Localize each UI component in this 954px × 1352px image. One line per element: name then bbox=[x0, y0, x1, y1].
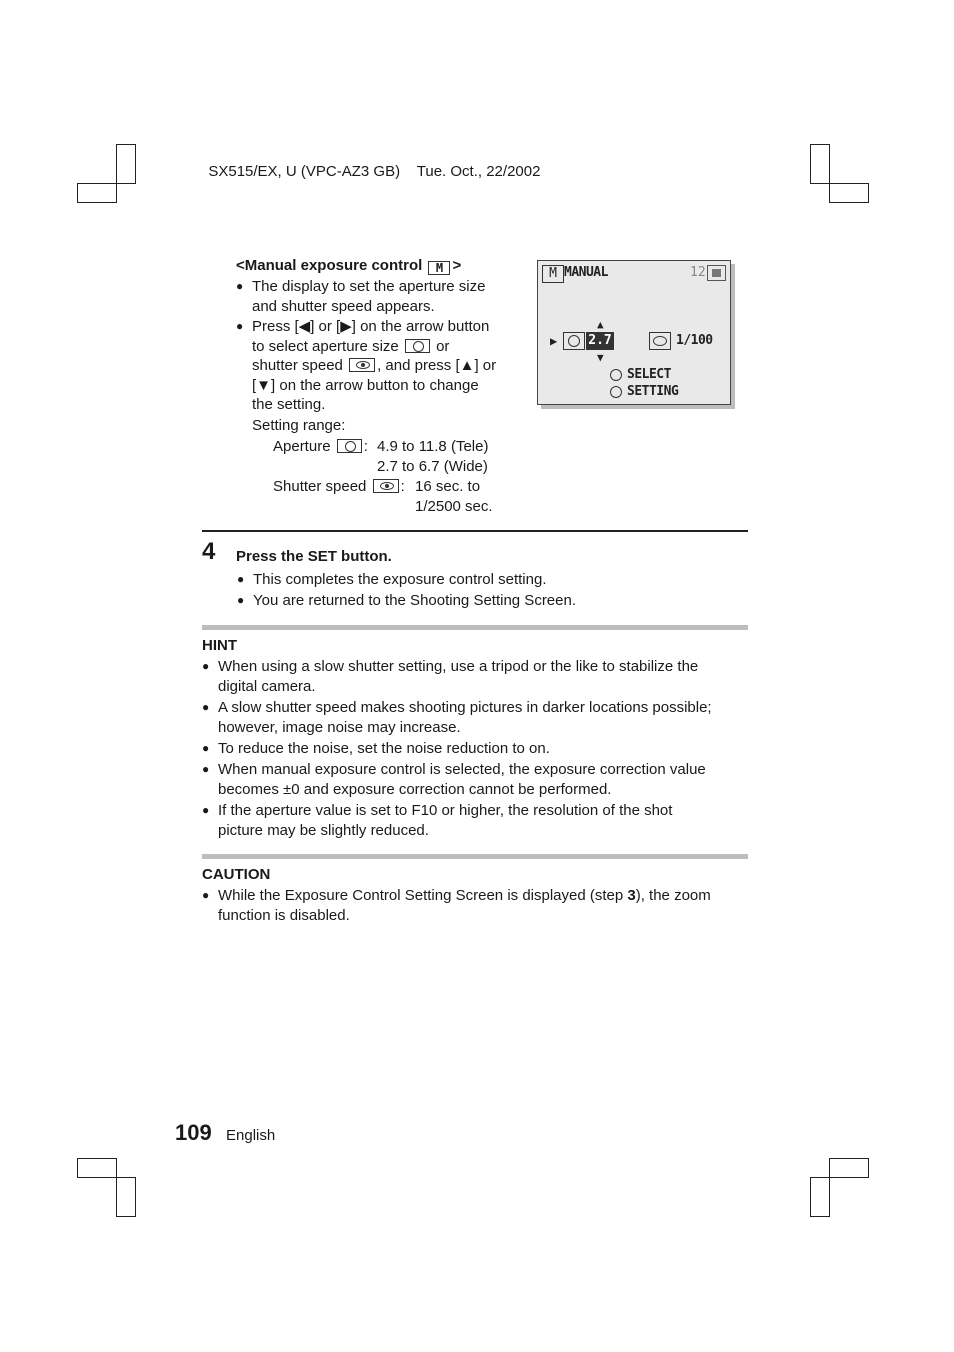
caution-item-1-line-2: function is disabled. bbox=[218, 906, 350, 924]
step-title: Press the SET button. bbox=[236, 548, 392, 565]
manual-bullet-2-line-1: ● Press [◀] or [▶] on the arrow button bbox=[252, 318, 490, 335]
crop-mark-bottom-right-horizontal bbox=[829, 1158, 869, 1178]
shutter-range-max: 1/2500 sec. bbox=[415, 497, 493, 515]
crop-mark-top-left-vertical bbox=[116, 144, 136, 184]
lcd-select-label: SELECT bbox=[627, 367, 671, 382]
shutter-range-label bbox=[273, 477, 405, 497]
aperture-range-label bbox=[273, 437, 368, 457]
manual-bullet-2-line-5: the setting. bbox=[252, 396, 326, 413]
caution-text-b: ), the zoom bbox=[635, 887, 711, 904]
hint-bar bbox=[202, 625, 748, 630]
manual-bullet-2-line-3 bbox=[252, 356, 496, 376]
page-language: English bbox=[226, 1127, 276, 1144]
hint-heading: HINT bbox=[202, 637, 237, 654]
shutter-speed-text: shutter speed bbox=[252, 357, 343, 374]
step-bullet-2: ● You are returned to the Shooting Setting Screen. bbox=[253, 591, 576, 611]
lcd-up-arrow-icon: ▲ bbox=[597, 318, 604, 331]
press-up-text: , and press [▲] or bbox=[377, 357, 497, 374]
memory-card-icon bbox=[707, 265, 726, 281]
hint-item-2 bbox=[218, 698, 712, 737]
hint-item-5-line-1: ● If the aperture value is set to F10 or higher, the resolution of the shot bbox=[218, 802, 673, 819]
shutter-range-min: 16 sec. to bbox=[415, 478, 481, 495]
aperture-range-icon bbox=[337, 439, 362, 453]
manual-bullet-1-line-1: ● The display to set the aperture size bbox=[252, 278, 486, 295]
step-number: 4 bbox=[202, 538, 216, 565]
setting-arrows-icon bbox=[610, 386, 622, 398]
lcd-aperture-icon bbox=[563, 332, 585, 350]
shutter-label: Shutter speed bbox=[273, 478, 367, 495]
crop-mark-bottom-left-vertical bbox=[116, 1177, 136, 1217]
manual-bullet-1-line-2: and shutter speed appears. bbox=[252, 297, 435, 315]
lcd-aperture-value: 2.7 bbox=[586, 332, 614, 350]
caution-bar bbox=[202, 854, 748, 859]
lcd-left-pointer-icon: ▶ bbox=[550, 334, 558, 348]
hint-item-4-line-1: ● When manual exposure control is selected, the exposure correction value bbox=[218, 761, 706, 778]
lcd-shutter-value: 1/100 bbox=[676, 333, 713, 348]
or-text: or bbox=[436, 337, 450, 355]
hint-item-3 bbox=[218, 739, 550, 759]
lcd-manual-mode-icon: M bbox=[542, 265, 564, 283]
shutter-speed-icon bbox=[349, 358, 375, 372]
hint-item-5-line-2: picture may be slightly reduced. bbox=[218, 821, 429, 839]
caution-step-ref: 3 bbox=[627, 887, 636, 904]
manual-bullet-2-line-2 bbox=[252, 337, 496, 357]
lcd-mode-label: MANUAL bbox=[564, 265, 608, 280]
hint-item-2-line-1: ● A slow shutter speed makes shooting pictures in darker locations possible; bbox=[218, 699, 712, 716]
step-divider bbox=[202, 530, 748, 532]
camera-lcd-screen bbox=[537, 260, 731, 405]
manual-bullet-2-line-4: [▼] on the arrow button to change bbox=[252, 376, 479, 394]
header-model: SX515/EX, U (VPC-AZ3 GB) bbox=[208, 163, 401, 180]
print-header bbox=[200, 146, 540, 180]
caution-heading: CAUTION bbox=[202, 866, 271, 883]
aperture-colon: : bbox=[363, 438, 368, 455]
hint-item-1-line-1: ● When using a slow shutter setting, use a tripod or the like to stabilize the bbox=[218, 658, 699, 675]
setting-range-label: Setting range: bbox=[252, 416, 346, 434]
title-close: > bbox=[452, 257, 462, 274]
hint-item-3-line-1: ● To reduce the noise, set the noise reduction to on. bbox=[218, 740, 550, 757]
manual-section-title bbox=[236, 256, 461, 276]
aperture-tele-range: 4.9 to 11.8 (Tele) bbox=[377, 438, 489, 455]
select-aperture-text: to select aperture size bbox=[252, 337, 399, 355]
shutter-colon: : bbox=[400, 478, 405, 495]
lcd-shots-remaining: 12 bbox=[690, 265, 706, 280]
shutter-range-icon bbox=[373, 479, 399, 493]
lcd-shutter-icon bbox=[649, 332, 671, 350]
hint-item-2-line-2: however, image noise may increase. bbox=[218, 718, 461, 736]
hint-item-4 bbox=[218, 760, 706, 799]
crop-mark-top-right-horizontal bbox=[829, 183, 869, 203]
hint-item-1 bbox=[218, 657, 698, 696]
aperture-wide-range: 2.7 to 6.7 (Wide) bbox=[377, 457, 488, 475]
manual-bullet-2 bbox=[252, 317, 496, 435]
lcd-setting-label: SETTING bbox=[627, 384, 679, 399]
title-open: <Manual exposure control bbox=[236, 257, 423, 274]
crop-mark-bottom-left-horizontal bbox=[77, 1158, 117, 1178]
crop-mark-top-right-vertical bbox=[810, 144, 830, 184]
step-bullet-1: ● This completes the exposure control setting. bbox=[253, 570, 546, 590]
crop-mark-top-left-horizontal bbox=[77, 183, 117, 203]
hint-item-1-line-2: digital camera. bbox=[218, 677, 316, 695]
caution-item-1-line-1 bbox=[218, 886, 711, 906]
page-number: 109 bbox=[175, 1120, 212, 1145]
lcd-down-arrow-icon: ▼ bbox=[597, 351, 604, 364]
caution-item-1 bbox=[218, 886, 711, 925]
crop-mark-bottom-right-vertical bbox=[810, 1177, 830, 1217]
aperture-label: Aperture bbox=[273, 438, 331, 455]
hint-item-5 bbox=[218, 801, 672, 840]
header-date: Tue. Oct., 22/2002 bbox=[416, 163, 541, 180]
manual-bullet-1 bbox=[252, 277, 485, 316]
aperture-icon bbox=[405, 339, 430, 353]
caution-text-a: While the Exposure Control Setting Screen is displayed (step bbox=[218, 887, 628, 904]
hint-item-4-line-2: becomes ±0 and exposure correction cannot be performed. bbox=[218, 780, 612, 798]
manual-mode-icon: M bbox=[428, 261, 450, 275]
shutter-range-values bbox=[415, 477, 493, 516]
aperture-range-values bbox=[377, 437, 488, 476]
select-arrows-icon bbox=[610, 369, 622, 381]
